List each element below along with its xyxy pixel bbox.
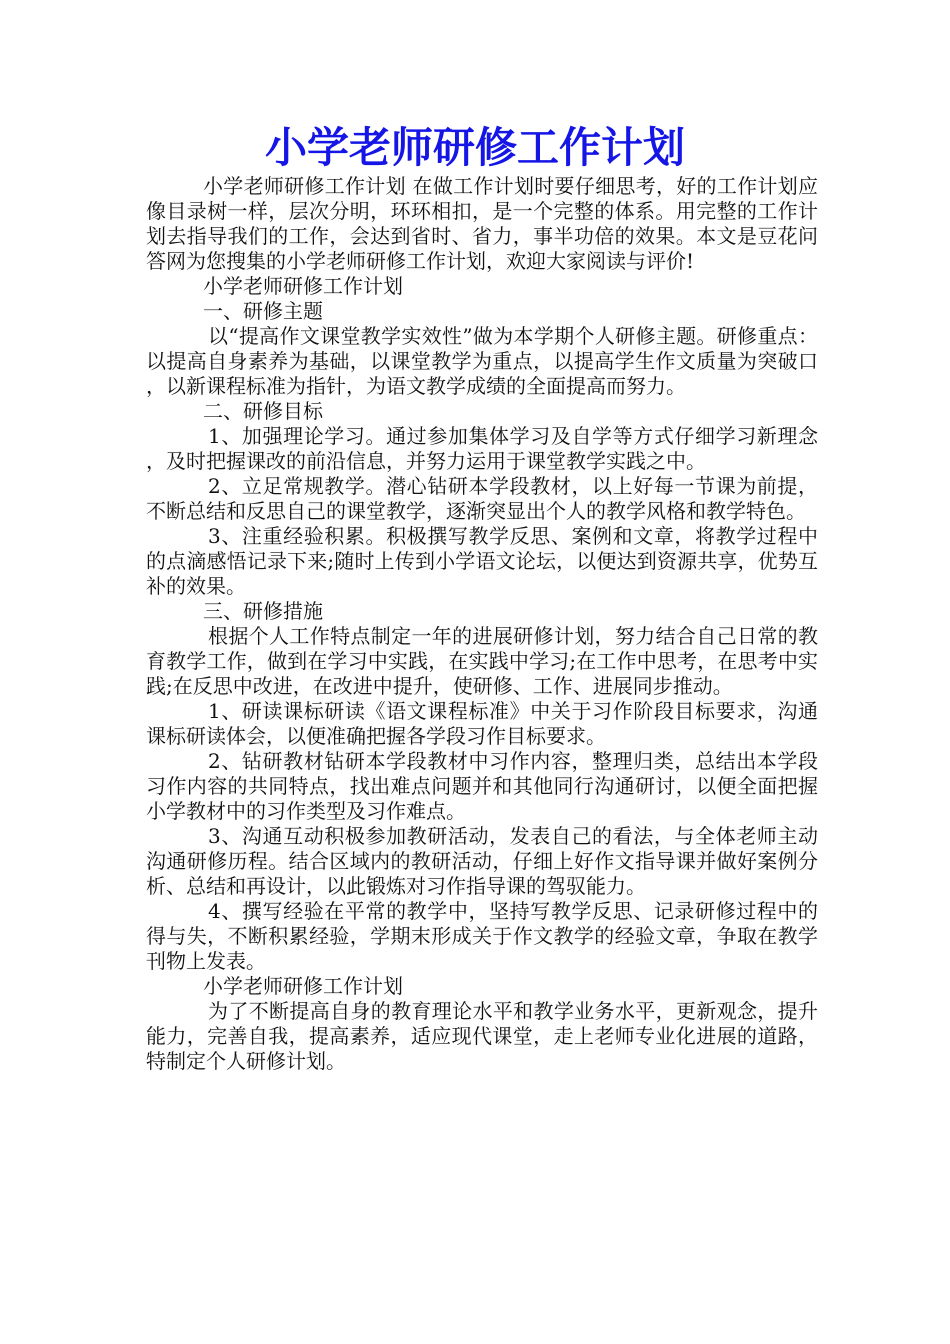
- goal-item-1: 1、加强理论学习。通过参加集体学习及自学等方式仔细学习新理念，及时把握课改的前沿信息，并努力运用于课堂教学实践之中。: [146, 424, 818, 473]
- measure-item-2: 2、钻研教材钻研本学段教材中习作内容，整理归类，总结出本学段习作内容的共同特点，找出难点问题并和其他同行沟通研讨，以便全面把握小学教材中的习作类型及习作难点。: [146, 749, 818, 823]
- section-heading-2: 二、研修目标: [203, 399, 323, 423]
- document-title: 小学老师研修工作计划: [264, 123, 685, 172]
- section-heading-3: 三、研修措施: [203, 599, 323, 623]
- measure-item-3: 3、沟通互动积极参加教研活动，发表自己的看法，与全体老师主动沟通研修历程。结合区域内的教研活动，仔细上好作文指导课并做好案例分析、总结和再设计，以此锻炼对习作指导课的驾驭能力。: [146, 824, 818, 898]
- section-title: 小学老师研修工作计划: [203, 274, 403, 298]
- goal-item-3: 3、注重经验积累。积极撰写教学反思、案例和文章，将教学过程中的点滴感悟记录下来;随时上传到小学语文论坛，以便达到资源共享，优势互补的效果。: [146, 524, 818, 598]
- section-heading-1: 一、研修主题: [203, 299, 323, 323]
- paragraph-closing: 为了不断提高自身的教育理论水平和教学业务水平，更新观念，提升能力，完善自我，提高素养，适应现代课堂，走上老师专业化进展的道路，特制定个人研修计划。: [146, 999, 818, 1073]
- document-body: [146, 174, 818, 1074]
- measure-item-4: 4、撰写经验在平常的教学中，坚持写教学反思、记录研修过程中的得与失，不断积累经验，学期末形成关于作文教学的经验文章，争取在教学刊物上发表。: [146, 899, 818, 973]
- goal-item-2: 2、立足常规教学。潜心钻研本学段教材，以上好每一节课为前提，不断总结和反思自己的课堂教学，逐渐突显出个人的教学风格和教学特色。: [146, 474, 818, 523]
- paragraph-measures: 根据个人工作特点制定一年的进展研修计划，努力结合自己日常的教育教学工作，做到在学习中实践，在实践中学习;在工作中思考，在思考中实践;在反思中改进，在改进中提升，使研修、工作、进展同步推动。: [146, 624, 818, 698]
- paragraph-theme: 以“提高作文课堂教学实效性”做为本学期个人研修主题。研修重点：以提高自身素养为基础，以课堂教学为重点，以提高学生作文质量为突破口，以新课程标准为指针，为语文教学成绩的全面提高而努力。: [146, 324, 818, 398]
- section-title-2: 小学老师研修工作计划: [203, 974, 403, 998]
- paragraph-intro: 小学老师研修工作计划 在做工作计划时要仔细思考，好的工作计划应像目录树一样，层次分明，环环相扣，是一个完整的体系。用完整的工作计划去指导我们的工作，会达到省时、省力，事半功倍的效果。本文是豆花问答网为您搜集的小学老师研修工作计划，欢迎大家阅读与评价!: [146, 174, 818, 273]
- measure-item-1: 1、研读课标研读《语文课程标准》中关于习作阶段目标要求，沟通课标研读体会，以便准确把握各学段习作目标要求。: [146, 699, 818, 748]
